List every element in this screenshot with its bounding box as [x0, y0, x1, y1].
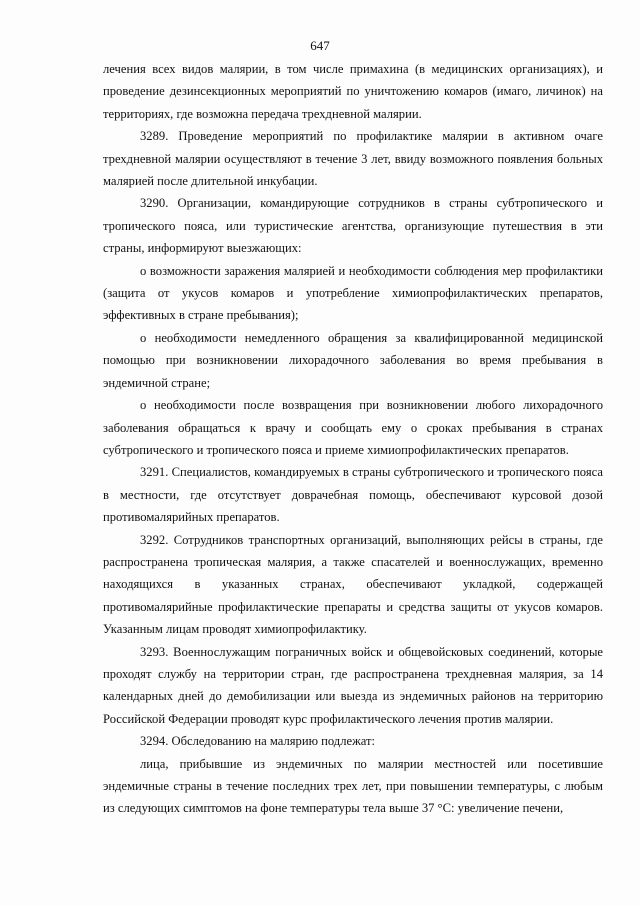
- list-item-after-return: о необходимости после возвращения при возникновении любого лихорадочного заболевания обращаться к врачу и сообщать ему о сроках пребывания в странах субтропического и тропического пояса и приеме химиопрофилактических препаратов.: [103, 398, 603, 457]
- paragraph-continuation: лечения всех видов малярии, в том числе примахина (в медицинских организациях), и проведение дезинсекционных мероприятий по уничтожению комаров (имаго, личинок) на территориях, где возможна передача трехдневной малярии.: [103, 62, 603, 121]
- paragraph-3291: 3291. Специалистов, командируемых в страны субтропического и тропического пояса в местности, где отсутствует доврачебная помощь, обеспечивают курсовой дозой противомалярийных препаратов.: [103, 465, 603, 525]
- paragraph-3289: 3289. Проведение мероприятий по профилактике малярии в активном очаге трехдневной малярии осуществляют в течение 3 лет, ввиду возможного появления больных малярией после длительной инкубации.: [103, 129, 603, 189]
- page-number: 647: [310, 38, 330, 53]
- list-item-seek-care: о необходимости немедленного обращения за квалифицированной медицинской помощью при возникновении лихорадочного заболевания во время пребывания в эндемичной стране;: [103, 330, 603, 390]
- list-item-infection-risk: о возможности заражения малярией и необходимости соблюдения мер профилактики (защита от укусов комаров и употребление химиопрофилактических препаратов, эффективных в стране пребывания);: [103, 263, 603, 323]
- body-text: [103, 58, 603, 820]
- paragraph-3293: 3293. Военнослужащим пограничных войск и общевойсковых соединений, которые проходят службу на территории стран, где распространена трехдневная малярия, за 14 календарных дней до демобилизации или выезда из эндемичных районов на территорию Российской Федерации проводят курс профилактического лечения против малярии.: [103, 644, 603, 726]
- paragraph-3292: 3292. Сотрудников транспортных организаций, выполняющих рейсы в страны, где распространена тропическая малярия, а также спасателей и военнослужащих, временно находящихся в указанных странах, обеспечивают укладкой, содержащей противомалярийные профилактические препараты и средства защиты от укусов комаров. Указанным лицам проводят химиопрофилактику.: [103, 532, 603, 637]
- paragraph-arrivals: лица, прибывшие из эндемичных по малярии местностей или посетившие эндемичные страны в течение последних трех лет, при повышении температуры, с любым из следующих симптомов на фоне температуры тела выше 37 °С: увеличение печени,: [103, 756, 603, 816]
- paragraph-3294: 3294. Обследованию на малярию подлежат:: [140, 734, 376, 749]
- paragraph-3290: 3290. Организации, командирующие сотрудников в страны субтропического и тропического пояса, или туристические агентства, организующие путешествия в эти страны, информируют выезжающих:: [103, 196, 603, 256]
